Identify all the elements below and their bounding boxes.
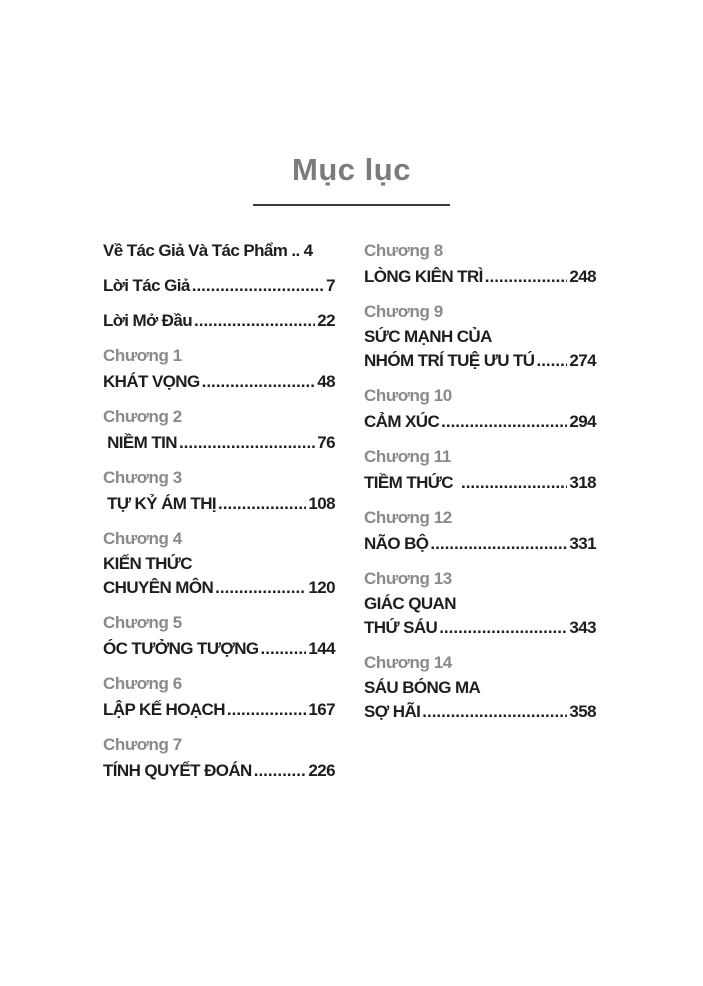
chapter-heading: Chương 6 [103,674,182,693]
toc-chapter-entry [364,299,596,374]
chapter-title: KHÁT VỌNG [103,372,200,391]
page-title: Mục lục [292,152,411,187]
toc-page-number: 294 [569,412,596,431]
toc-page-number: 226 [308,761,335,780]
leader-dots [430,531,567,557]
toc-chapter-entry [103,404,335,456]
chapter-heading: Chương 7 [103,735,182,754]
toc-left-column [103,238,335,793]
toc-page-number: 108 [308,494,335,513]
chapter-title-line1: KIẾN THỨC [103,554,192,573]
chapter-heading: Chương 14 [364,653,452,672]
toc-page-number: 318 [569,473,596,492]
toc-chapter-entry [103,465,335,517]
chapter-title: TÍNH QUYẾT ĐOÁN [103,761,252,780]
title-underline [253,204,450,206]
chapter-title-line1: SÁU BÓNG MA [364,678,481,697]
chapter-heading: Chương 12 [364,508,452,527]
toc-chapter-entry [103,343,335,395]
toc-page-number: 144 [308,639,335,658]
leader-dots [441,409,567,435]
chapter-title: TIỀM THỨC [364,473,453,492]
chapter-heading: Chương 2 [103,407,182,426]
toc-entry-introduction [103,308,335,334]
chapter-title: ÓC TƯỞNG TƯỢNG [103,639,259,658]
toc-chapter-entry [103,732,335,784]
toc-page-number: 7 [326,276,335,295]
toc-entry-label: Về Tác Giả Và Tác Phẩm .. [103,241,300,260]
chapter-title: TỰ KỶ ÁM THỊ [103,494,217,513]
chapter-heading: Chương 8 [364,241,443,260]
leader-dots [215,575,306,601]
leader-dots [536,348,567,374]
toc-chapter-entry [364,566,596,641]
toc-chapter-entry [103,671,335,723]
toc-chapter-entry [103,610,335,662]
chapter-heading: Chương 4 [103,529,182,548]
chapter-title: CHUYÊN MÔN [103,578,214,597]
leader-dots [254,758,307,784]
chapter-title-line1: GIÁC QUAN [364,594,456,613]
chapter-title: NÃO BỘ [364,534,429,553]
chapter-title: CẢM XÚC [364,412,440,431]
chapter-heading: Chương 10 [364,386,452,405]
toc-page-number: 4 [303,241,313,260]
leader-dots [485,264,568,290]
toc-page-number: 343 [569,618,596,637]
chapter-title: SỢ HÃI [364,702,421,721]
toc-chapter-entry [364,505,596,557]
toc-entry-label: Lời Tác Giả [103,276,190,295]
toc-page-number: 22 [317,311,335,330]
leader-dots [179,430,315,456]
leader-dots [194,308,315,334]
toc-chapter-entry [364,444,596,496]
toc-entry-about-author [103,238,335,264]
chapter-title: LẬP KẾ HOẠCH [103,700,225,719]
toc-page-number: 76 [317,433,335,452]
chapter-heading: Chương 11 [364,447,451,466]
chapter-title-line1: SỨC MẠNH CỦA [364,327,492,346]
toc-chapter-entry [364,238,596,290]
toc-page-number: 331 [569,534,596,553]
chapter-title: LÒNG KIÊN TRÌ [364,267,483,286]
chapter-heading: Chương 3 [103,468,182,487]
chapter-heading: Chương 1 [103,346,182,365]
chapter-title: THỨ SÁU [364,618,438,637]
chapter-title: NIỀM TIN [103,433,177,452]
toc-entry-label: Lời Mở Đầu [103,311,193,330]
leader-dots [422,699,567,725]
toc-page-number: 358 [569,702,596,721]
leader-dots [218,491,306,517]
toc-chapter-entry [364,383,596,435]
toc-page-number: 48 [317,372,335,391]
leader-dots [227,697,307,723]
leader-dots [202,369,316,395]
toc-page-number: 120 [308,578,335,597]
leader-dots [192,273,324,299]
chapter-heading: Chương 9 [364,302,443,321]
chapter-title: NHÓM TRÍ TUỆ ƯU TÚ [364,351,535,370]
toc-entry-author-note [103,273,335,299]
leader-dots [261,636,307,662]
toc-chapter-entry [103,526,335,601]
toc-page-number: 167 [308,700,335,719]
chapter-heading: Chương 5 [103,613,182,632]
toc-right-column [364,238,596,734]
leader-dots [439,615,567,641]
chapter-heading: Chương 13 [364,569,452,588]
leader-dots [461,470,567,496]
toc-page-number: 274 [569,351,596,370]
toc-chapter-entry [364,650,596,725]
toc-page-number: 248 [569,267,596,286]
